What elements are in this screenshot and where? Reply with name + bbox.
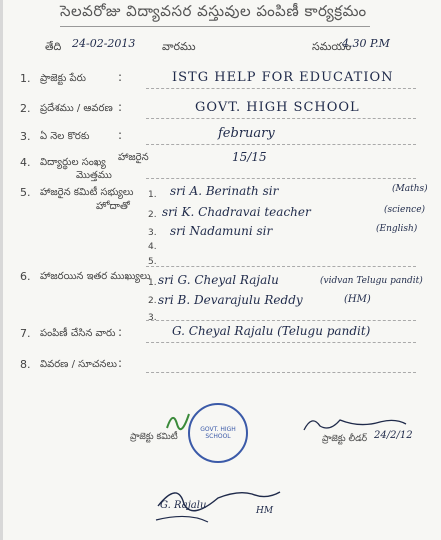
other-member-role: (vidvan Telugu pandit) bbox=[320, 276, 423, 286]
committee-member-role: (Maths) bbox=[392, 184, 428, 194]
row-number: 6. bbox=[20, 270, 31, 283]
colon: : bbox=[118, 128, 123, 142]
row-number: 7. bbox=[20, 327, 31, 340]
month-label: ఏ నెల కొరకు bbox=[40, 131, 90, 142]
committee-member-name: sri K. Chadravai teacher bbox=[162, 205, 311, 219]
school-stamp bbox=[188, 403, 248, 463]
colon: : bbox=[118, 70, 123, 84]
project-name-value: ISTG HELP FOR EDUCATION bbox=[172, 70, 394, 85]
colon: : bbox=[118, 100, 123, 114]
colon: : bbox=[118, 325, 123, 339]
committee-member-name: sri Nadamuni sir bbox=[170, 224, 273, 238]
time-value: 4.30 P.M bbox=[342, 37, 390, 50]
row-number: 5. bbox=[20, 186, 31, 199]
committee-num: 4. bbox=[148, 242, 157, 252]
page-edge bbox=[0, 0, 3, 540]
fill-line bbox=[146, 320, 416, 321]
committee-num: 3. bbox=[148, 228, 157, 238]
committee-member-role: (science) bbox=[384, 205, 426, 215]
row-number: 2. bbox=[20, 102, 31, 115]
day-label: వారము bbox=[162, 40, 196, 53]
other-member-role: (HM) bbox=[344, 294, 371, 305]
fill-line bbox=[146, 266, 416, 267]
others-num: 3. bbox=[148, 313, 157, 323]
signature-date: 24/2/12 bbox=[374, 430, 413, 441]
hm-signature-role: HM bbox=[256, 506, 274, 516]
location-value: GOVT. HIGH SCHOOL bbox=[195, 100, 360, 115]
committee-label: హాజరైన కమిటీ సభ్యులు bbox=[40, 187, 134, 198]
fill-line bbox=[146, 88, 416, 89]
committee-num: 1. bbox=[148, 190, 157, 200]
committee-member-name: sri A. Berinath sir bbox=[170, 184, 279, 198]
hm-signature-text: G. Rajalu bbox=[160, 500, 207, 511]
fill-line bbox=[146, 372, 416, 373]
project-name-label: ప్రాజెక్టు పేరు bbox=[40, 73, 86, 84]
row-number: 3. bbox=[20, 130, 31, 143]
date-value: 24-02-2013 bbox=[72, 37, 136, 50]
total-label: మొత్తము bbox=[76, 170, 112, 181]
fill-line bbox=[146, 178, 416, 179]
students-count-label: విద్యార్థుల సంఖ్య bbox=[40, 157, 106, 168]
date-label: తేది bbox=[45, 40, 62, 53]
time-label: సమయం bbox=[312, 40, 352, 53]
project-committee-label: ప్రాజెక్టు కమిటీ bbox=[130, 432, 178, 442]
row-number: 8. bbox=[20, 358, 31, 371]
colon: : bbox=[118, 356, 123, 370]
month-value: february bbox=[218, 126, 275, 141]
stamp-text: GOVT. HIGH SCHOOL bbox=[200, 426, 236, 440]
committee-num: 2. bbox=[148, 210, 157, 220]
present-label: హాజరైన bbox=[118, 152, 149, 163]
others-num: 1. bbox=[148, 278, 157, 288]
distributed-by-label: పంపిణీ చేసిన వారు bbox=[40, 328, 116, 339]
row-number: 1. bbox=[20, 72, 31, 85]
fill-line bbox=[146, 118, 416, 119]
committee-num: 5. bbox=[148, 257, 157, 267]
students-count-value: 15/15 bbox=[232, 150, 267, 164]
other-member-name: sri B. Devarajulu Reddy bbox=[158, 293, 303, 307]
designation-label: హోదాతో bbox=[96, 201, 130, 212]
distributed-by-value: G. Cheyal Rajalu (Telugu pandit) bbox=[172, 324, 371, 338]
form-title: సెలవరోజు విద్యావసర వస్తువుల పంపిణీ కార్యక్రమం bbox=[60, 2, 370, 27]
other-member-name: sri G. Cheyal Rajalu bbox=[158, 273, 279, 287]
row-number: 4. bbox=[20, 156, 31, 169]
fill-line bbox=[146, 342, 416, 343]
location-label: ప్రదేశము / ఆవరణ bbox=[40, 103, 113, 114]
others-num: 2. bbox=[148, 296, 157, 306]
committee-member-role: (English) bbox=[376, 224, 418, 234]
others-label: హాజరయిన ఇతర ముఖ్యులు bbox=[40, 271, 151, 282]
project-leader-label: ప్రాజెక్టు లీడర్ bbox=[322, 434, 368, 444]
remarks-label: వివరణ / సూచనలు bbox=[40, 359, 118, 370]
fill-line bbox=[146, 144, 416, 145]
